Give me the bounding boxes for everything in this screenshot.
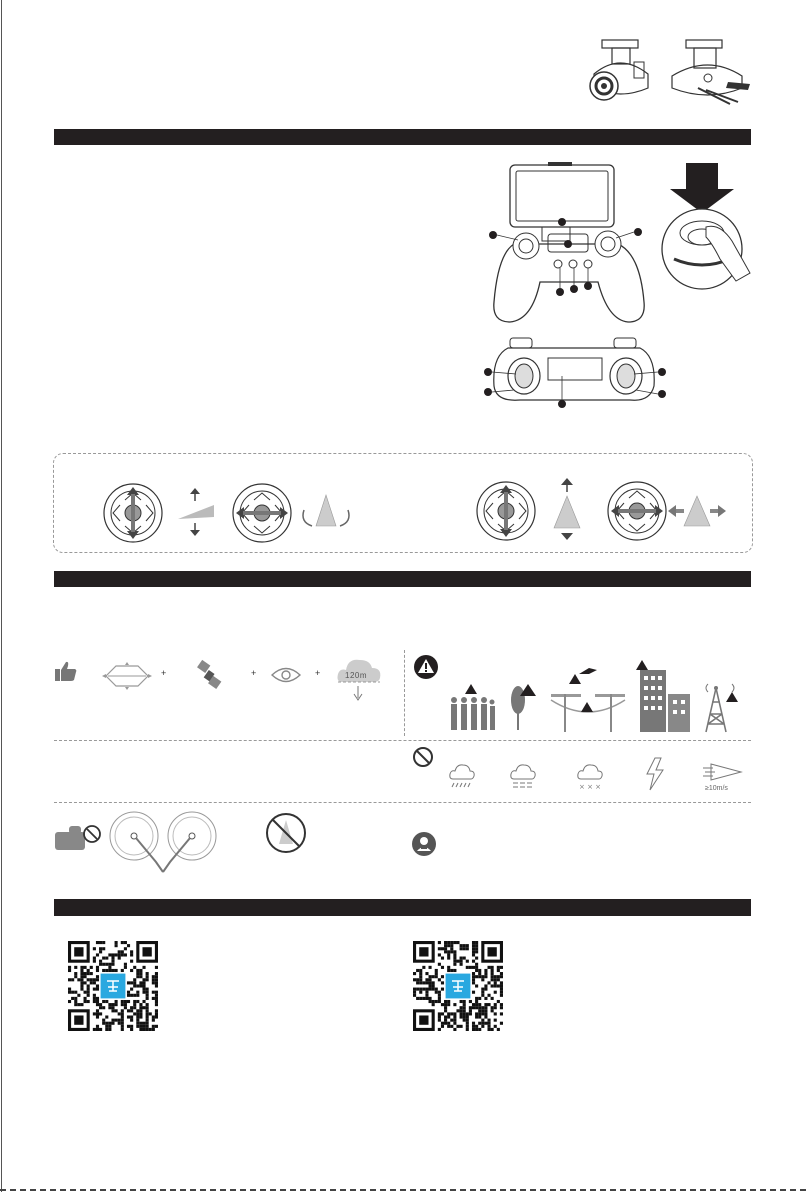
- left-right-icon: [668, 496, 726, 526]
- altitude-cloud-icon: [336, 652, 382, 704]
- buildings-icon: [636, 660, 692, 732]
- svg-text:× × ×: × × ×: [579, 783, 602, 791]
- fog-icon: [510, 763, 536, 791]
- qr-code-left[interactable]: [68, 941, 158, 1031]
- qr-code-right[interactable]: [413, 941, 503, 1031]
- section-header-bar: [54, 571, 751, 587]
- wind-icon: [703, 758, 747, 798]
- eye-icon: [271, 666, 301, 684]
- radio-tower-icon: [702, 676, 740, 732]
- left-stick-throttle: [104, 484, 162, 542]
- open-area-icon: [102, 662, 152, 690]
- section-header-bar: [54, 899, 751, 916]
- rain-icon: [449, 763, 475, 791]
- right-stick-pitch: [477, 482, 535, 540]
- crowd-icon: [449, 684, 495, 732]
- wind-speed-label: ≥10m/s: [705, 785, 728, 792]
- warning-icon: [414, 655, 438, 679]
- altitude-label: 120m: [345, 671, 368, 680]
- prohibited-icon: [412, 746, 434, 768]
- plus-sign: +: [251, 668, 257, 678]
- propeller-hazard-icon: [108, 808, 218, 874]
- pilot-icon: [412, 832, 436, 856]
- power-lines-icon: [551, 664, 625, 732]
- no-drone-icon: [265, 812, 307, 854]
- forward-backward-icon: [554, 478, 580, 540]
- plus-sign: +: [161, 668, 167, 678]
- thumbs-up-icon: [55, 660, 77, 682]
- ascend-descend-icon: [178, 488, 214, 536]
- hand-prohibited-icon: [55, 822, 101, 852]
- right-stick-roll: [608, 482, 666, 540]
- grid-divider: [54, 740, 751, 741]
- lightning-icon: [645, 758, 665, 790]
- trees-icon: [508, 684, 536, 732]
- page-bottom-edge: [0, 1189, 806, 1191]
- left-stick-yaw: [233, 484, 291, 542]
- snow-icon: [577, 763, 603, 791]
- qr-code-icon: [413, 941, 503, 1031]
- rotate-icon: [303, 495, 349, 526]
- plus-sign: +: [315, 668, 321, 678]
- grid-divider: [54, 802, 751, 803]
- satellite-icon: [195, 660, 225, 692]
- qr-code-icon: [68, 941, 158, 1031]
- grid-divider-vertical: [404, 650, 405, 736]
